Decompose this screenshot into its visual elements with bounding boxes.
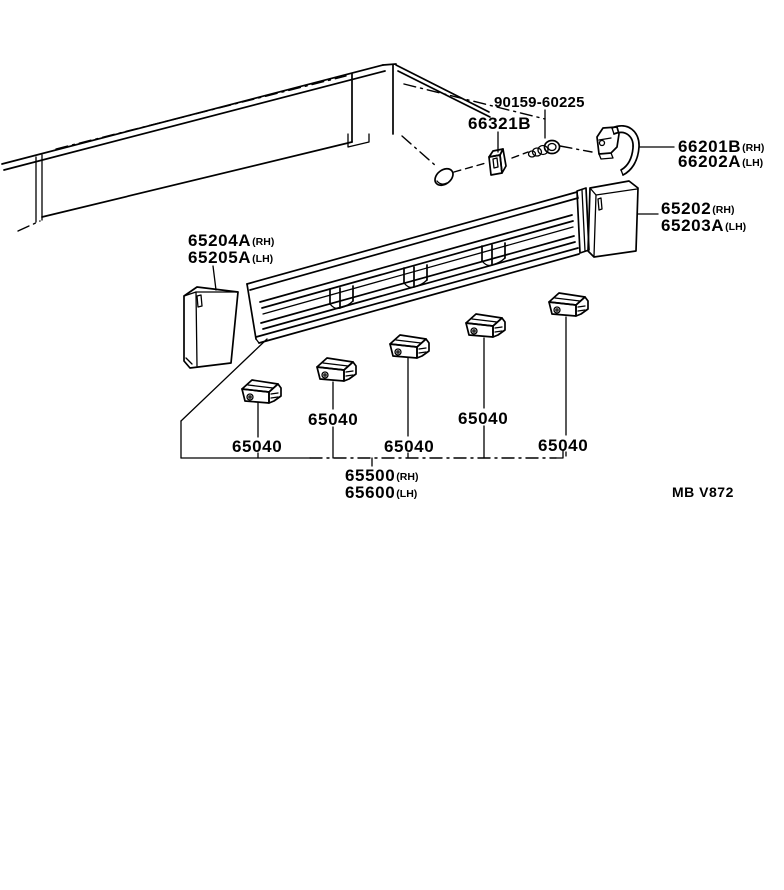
label-hinge-bracket-rh: 66201B(RH) [678,137,765,156]
label-clip-65040-1: 65040 [232,437,283,456]
label-cap-right-rh: 65202(RH) [661,199,735,218]
label-panel-lh: 65600(LH) [345,483,418,502]
figure-code: MB V872 [672,484,734,500]
clip-66321b-drawing [489,149,506,175]
clip-65040-drawing [242,380,281,403]
label-cap-left-rh: 65204A(RH) [188,231,275,250]
side-panel-drawing [247,192,579,343]
label-clip-65040-2: 65040 [308,410,359,429]
clip-65040-drawing [549,293,588,316]
clip-65040-drawing [466,314,505,337]
truck-bed-structure [2,64,545,231]
label-clip-66321b: 66321B [468,114,532,133]
clip-65040-drawing [317,358,356,381]
label-hinge-bracket-lh: 66202A(LH) [678,152,764,171]
end-cap-right-drawing [577,181,658,257]
label-clip-65040-5: 65040 [538,436,589,455]
grommet-oval [432,165,456,188]
attachment-centerline [454,146,592,172]
label-cap-left-lh: 65205A(LH) [188,248,274,267]
label-clip-65040-4: 65040 [458,409,509,428]
end-cap-left-drawing [184,287,238,368]
hinge-bracket-drawing [597,126,674,175]
label-screw: 90159-60225 [494,94,585,111]
label-clip-65040-3: 65040 [384,437,435,456]
label-cap-right-lh: 65203A(LH) [661,216,747,235]
label-panel-rh: 65500(RH) [345,466,419,485]
clip-65040-drawing [390,335,429,358]
screw-drawing [529,141,560,158]
